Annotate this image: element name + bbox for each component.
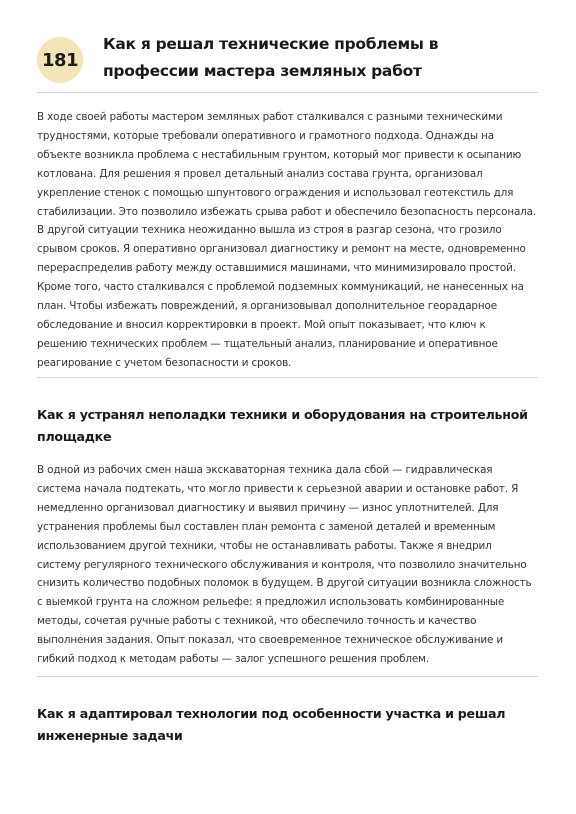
section-2-paragraph: В одной из рабочих смен наша экскаваторная техника дала сбой — гидравлическая система начала подтекать, что могло привести к серьезной аварии и остановке работ. Я немедленно организовал диагностику и выявил причину — износ уплотнителей. Для устранения проблемы был составлен план ремонта с заменой деталей и временным использованием другой техники, чтобы не останавливать работы. Также я внедрил систему регулярного технического обслуживания и контроля, что позволило значительно снизить количество подобных поломок в будущем. В другой ситуации возникла сложность с выемкой грунта на сложном рельефе: я предложил использовать комбинированные методы, сочетая ручные работы с техникой, что обеспечило точность и качество выполнения задания. Опыт показал, что своевременное техническое обслуживание и гибкий подход к методам работы — залог успешного решения проблем.	[37, 464, 532, 666]
question-number-badge: 181	[37, 37, 83, 83]
document-page	[37, 0, 538, 743]
section-divider	[37, 377, 538, 378]
section-1-paragraph: В ходе своей работы мастером земляных работ сталкивался с разными техническими трудностями, которые требовали оперативного и грамотного подхода. Однажды на объекте возникла проблема с нестабильным грунтом, который мог привести к осыпанию котлована. Для решения я провел детальный анализ состава грунта, организовал укрепление стенок с помощью шпунтового ограждения и использовал геотекстиль для стабилизации. Это позволило избежать срыва работ и обеспечило безопасность персонала. В другой ситуации техника неожиданно вышла из строя в разгар сезона, что грозило срывом сроков. Я оперативно организовал диагностику и ремонт на месте, одновременно перераспределив работу между оставшимися машинами, что минимизировало простой. Кроме того, часто сталкивался с проблемой подземных коммуникаций, не нанесенных на план. Чтобы избежать повреждений, я организовывал дополнительное георадарное обследование и вносил корректировки в проект. Мой опыт показывает, что ключ к решению технических проблем — тщательный анализ, планирование и оперативное реагирование с учетом безопасности и сроков.	[37, 111, 537, 369]
section-divider	[37, 676, 538, 677]
section-3-heading: Как я адаптировал технологии под особенности участка и решал инженерные задачи	[37, 706, 506, 743]
section-2-heading: Как я устранял неполадки техники и оборудования на строительной площадке	[37, 407, 528, 444]
page-header	[37, 0, 538, 93]
page-title: Как я решал технические проблемы в профессии мастера земляных работ	[103, 35, 439, 80]
